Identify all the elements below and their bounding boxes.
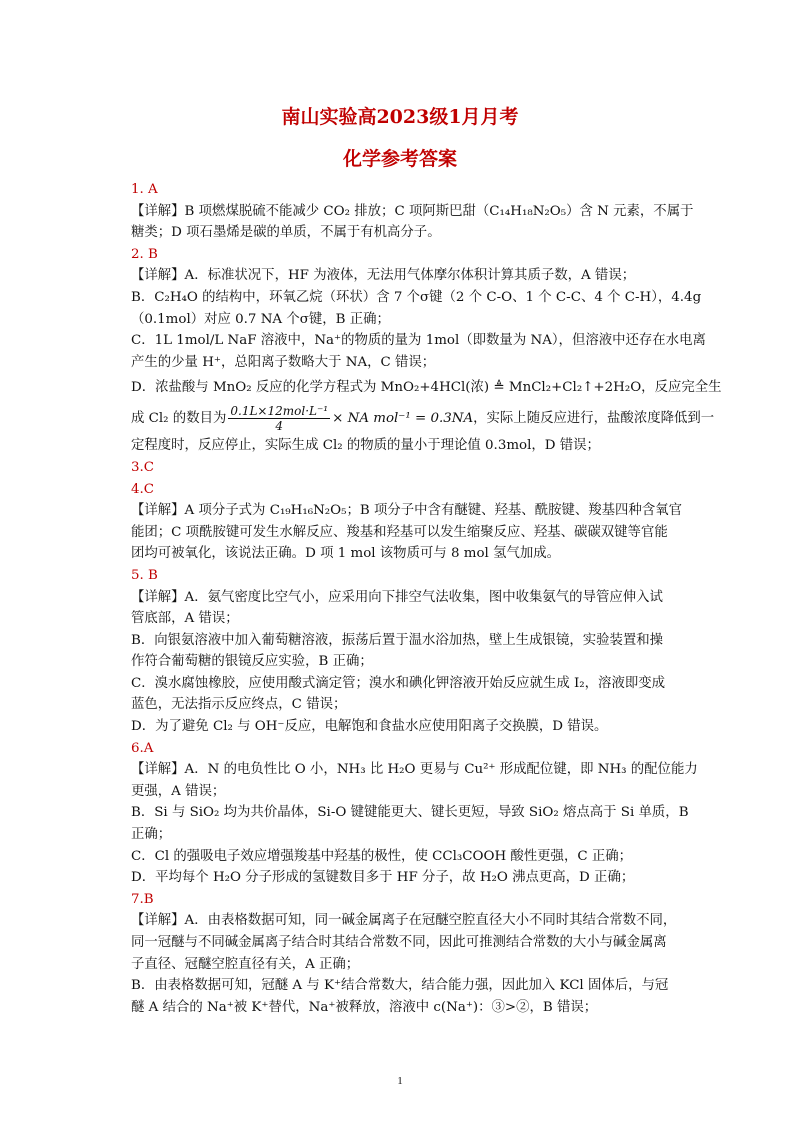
answer-body	[131, 179, 722, 1018]
answer-key: 4.C	[131, 481, 155, 497]
fraction-denominator: 4	[275, 418, 284, 433]
explanation-line: 子直径、冠醚空腔直径有关，A 正确；	[131, 956, 360, 972]
explanation-line: 作符合葡萄糖的银镜反应实验，B 正确；	[131, 654, 373, 670]
explanation-line: 团均可被氧化，该说法正确。D 项 1 mol 该物质可与 8 mol 氢气加成。	[131, 546, 561, 562]
explanation-line: D．平均每个 H₂O 分子形成的氢键数目多于 HF 分子，故 H₂O 沸点更高，D 正确；	[131, 870, 635, 886]
explanation-line: B．由表格数据可知，冠醚 A 与 K⁺结合常数大，结合能力强，因此加入 KCl 固体后，与冠	[131, 978, 669, 994]
explanation-line: 正确；	[131, 827, 172, 843]
explanation-line: （0.1mol）对应 0.7 NA 个σ键，B 正确；	[131, 311, 390, 327]
explanation-line: B．Si 与 SiO₂ 均为共价晶体，Si-O 键键能更大、键长更短，导致 SiO₂ 熔点高于 Si 单质，B	[131, 805, 689, 821]
explanation-line: 更强，A 错误；	[131, 783, 226, 799]
explanation-line: C．溴水腐蚀橡胶，应使用酸式滴定管；溴水和碘化钾溶液开始反应就生成 I₂，溶液即变成	[131, 675, 666, 691]
explanation-line: 产生的少量 H⁺，总阳离子数略大于 NA，C 错误；	[131, 354, 436, 370]
formula-rest: × NA mol⁻¹ = 0.3NA	[332, 410, 474, 426]
explanation-line: 同一冠醚与不同碱金属离子结合时其结合常数不同，因此可推测结合常数的大小与碱金属离	[131, 935, 667, 950]
explanation-line: 能团；C 项酰胺键可发生水解反应、羧基和羟基可以发生缩聚反应、羟基、碳碳双键等官能	[131, 524, 668, 540]
reaction-equation-text: D．浓盐酸与 MnO₂ 反应的化学方程式为 MnO₂+4HCl(浓) ≜ MnCl₂+Cl₂↑+2H₂O，反应完全生	[131, 379, 722, 395]
explanation-line: 【详解】B 项燃煤脱硫不能减少 CO₂ 排放；C 项阿斯巴甜（C₁₄H₁₈N₂O₅）含 N 元素，不属于	[131, 203, 694, 219]
answer-key: 6.A	[131, 740, 154, 756]
explanation-line: C．Cl 的强吸电子效应增强羧基中羟基的极性，使 CCl₃COOH 酸性更强，C 正确；	[131, 848, 633, 864]
answer-key: 1. A	[131, 182, 158, 197]
explanation-line: C．1L 1mol/L NaF 溶液中，Na⁺的物质的量为 1mol（即数量为 NA），但溶液中还存在水电离	[131, 333, 706, 349]
page-title: 南山实验高2023级1月月考	[281, 106, 519, 128]
explanation-line: B．向银氨溶液中加入葡萄糖溶液，振荡后置于温水浴加热，壁上生成银镜，实验装置和操	[131, 632, 664, 648]
explanation-line: 【详解】A．由表格数据可知，同一碱金属离子在冠醚空腔直径大小不同时其结合常数不同，	[131, 913, 677, 929]
answer-key: 2. B	[131, 246, 158, 262]
line-formula	[131, 401, 715, 435]
page-number: 1	[397, 1075, 403, 1087]
answer-block-2	[131, 435, 698, 1018]
answer-block-1	[131, 179, 706, 373]
line-reaction-d	[131, 373, 722, 401]
explanation-line: 【详解】A．氨气密度比空气小，应采用向下排空气法收集，图中收集氨气的导管应伸入试	[131, 589, 663, 605]
formula-prefix: 成 Cl₂ 的数目为	[131, 410, 227, 426]
explanation-line: 【详解】A．N 的电负性比 O 小，NH₃ 比 H₂O 更易与 Cu²⁺ 形成配位键，即 NH₃ 的配位能力	[131, 762, 698, 778]
page-subtitle: 化学参考答案	[342, 148, 457, 170]
answer-key: 7.B	[131, 891, 154, 907]
explanation-line: D．为了避免 Cl₂ 与 OH⁻反应，电解饱和食盐水应使用阳离子交换膜，D 错误。	[131, 719, 608, 735]
explanation-line: 定程度时，反应停止，实际生成 Cl₂ 的物质的量小于理论值 0.3mol，D 错误；	[131, 438, 600, 454]
explanation-line: B．C₂H₄O 的结构中，环氧乙烷（环状）含 7 个σ键（2 个 C-O、1 个 C-C、4 个 C-H），4.4g	[131, 289, 702, 305]
formula-suffix: ，实际上随反应进行，盐酸浓度降低到一	[473, 410, 715, 426]
explanation-line: 醚 A 结合的 Na⁺被 K⁺替代，Na⁺被释放，溶液中 c(Na⁺)：③>②，B 错误；	[131, 999, 598, 1015]
explanation-line: 【详解】A．标准状况下，HF 为液体，无法用气体摩尔体积计算其质子数，A 错误；	[131, 268, 636, 284]
explanation-line: 【详解】A 项分子式为 C₁₉H₁₆N₂O₅；B 项分子中含有醚键、羟基、酰胺键、羧基四种含氧官	[131, 503, 682, 519]
explanation-line: 管底部，A 错误；	[131, 611, 239, 627]
answer-key: 3.C	[131, 459, 155, 475]
answer-key: 5. B	[131, 567, 158, 583]
explanation-line: 糖类；D 项石墨烯是碳的单质，不属于有机高分子。	[131, 225, 441, 241]
formula-fraction	[228, 404, 330, 433]
fraction-numerator: 0.1L×12mol·L⁻¹	[230, 403, 329, 418]
explanation-line: 蓝色，无法指示反应终点，C 错误；	[131, 697, 347, 713]
